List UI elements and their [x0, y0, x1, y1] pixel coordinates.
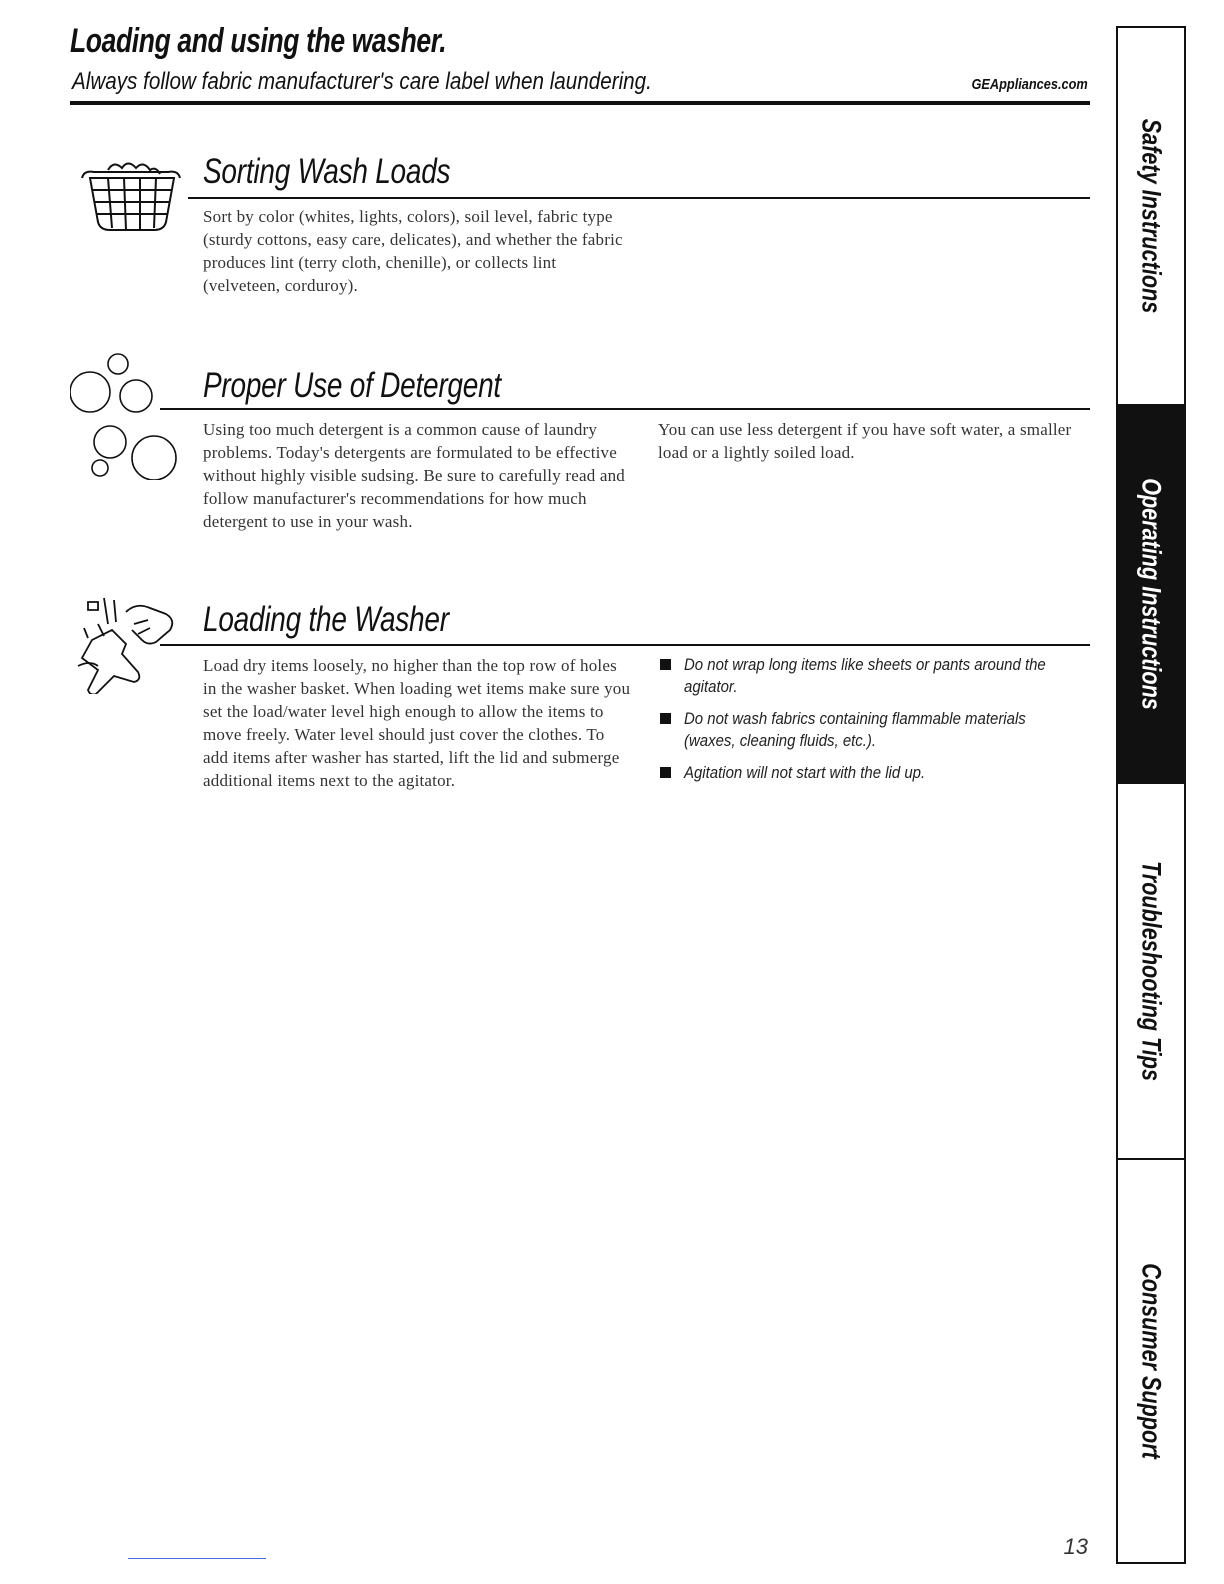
loading-body-text: Load dry items loosely, no higher than the top row of holes in the washer basket. When loading wet items make sure you set the load/water level high enough to allow the items to move freely. Water level should just cover the clothes. To add items after washer has started, lift the lid and submerge additional items next to the agitator. [203, 656, 631, 790]
tab-label: Troubleshooting Tips [1136, 861, 1167, 1081]
section-title-detergent: Proper Use of Detergent [203, 366, 501, 405]
tab-label: Safety Instructions [1136, 118, 1167, 314]
tab-troubleshooting-tips[interactable] [1118, 784, 1184, 1160]
clothes-icon [74, 594, 184, 699]
section-divider [188, 197, 1090, 199]
tab-operating-instructions[interactable] [1118, 406, 1184, 784]
tab-safety-instructions[interactable] [1118, 28, 1184, 406]
footer-divider [128, 1558, 266, 1559]
section-divider [160, 408, 1090, 410]
tab-consumer-support[interactable] [1118, 1160, 1184, 1562]
tab-label: Consumer Support [1136, 1263, 1167, 1459]
page-subtitle: Always follow fabric manufacturer's care label when laundering. [72, 68, 652, 95]
bubbles-icon [70, 350, 190, 485]
section-title-loading: Loading the Washer [203, 600, 449, 639]
header-divider [70, 101, 1090, 105]
detergent-note-text: You can use less detergent if you have soft water, a smaller load or a lightly soiled load. [658, 420, 1072, 462]
page-number: 13 [1063, 1534, 1088, 1559]
bullet-square-icon [660, 767, 671, 778]
tab-label: Operating Instructions [1136, 478, 1167, 710]
page-title: Loading and using the washer. [70, 22, 447, 60]
detergent-body-text: Using too much detergent is a common cause of laundry problems. Today's detergents are formulated to be effective without highly visible sudsing. Be sure to carefully read and follow manufacturer's recommendations for how much detergent to use in your wash. [203, 420, 626, 531]
section-divider [160, 644, 1090, 646]
section-tabs [1116, 26, 1186, 1564]
list-item: Do not wrap long items like sheets or pants around the agitator. [658, 654, 1058, 698]
bullet-square-icon [660, 659, 671, 670]
list-item: Do not wash fabrics containing flammable materials (waxes, cleaning fluids, etc.). [658, 708, 1058, 752]
section-title-sorting: Sorting Wash Loads [203, 152, 451, 191]
loading-warnings-list [658, 654, 1058, 794]
sorting-body-text: Sort by color (whites, lights, colors), soil level, fabric type (sturdy cottons, easy care, delicates), and whether the fabric produces lint (terry cloth, chenille), or collects lint (velveteen, corduroy). [203, 207, 623, 295]
laundry-basket-icon [78, 156, 188, 241]
website-link[interactable]: GEAppliances.com [971, 76, 1088, 93]
list-item: Agitation will not start with the lid up. [658, 762, 1058, 784]
bullet-square-icon [660, 713, 671, 724]
